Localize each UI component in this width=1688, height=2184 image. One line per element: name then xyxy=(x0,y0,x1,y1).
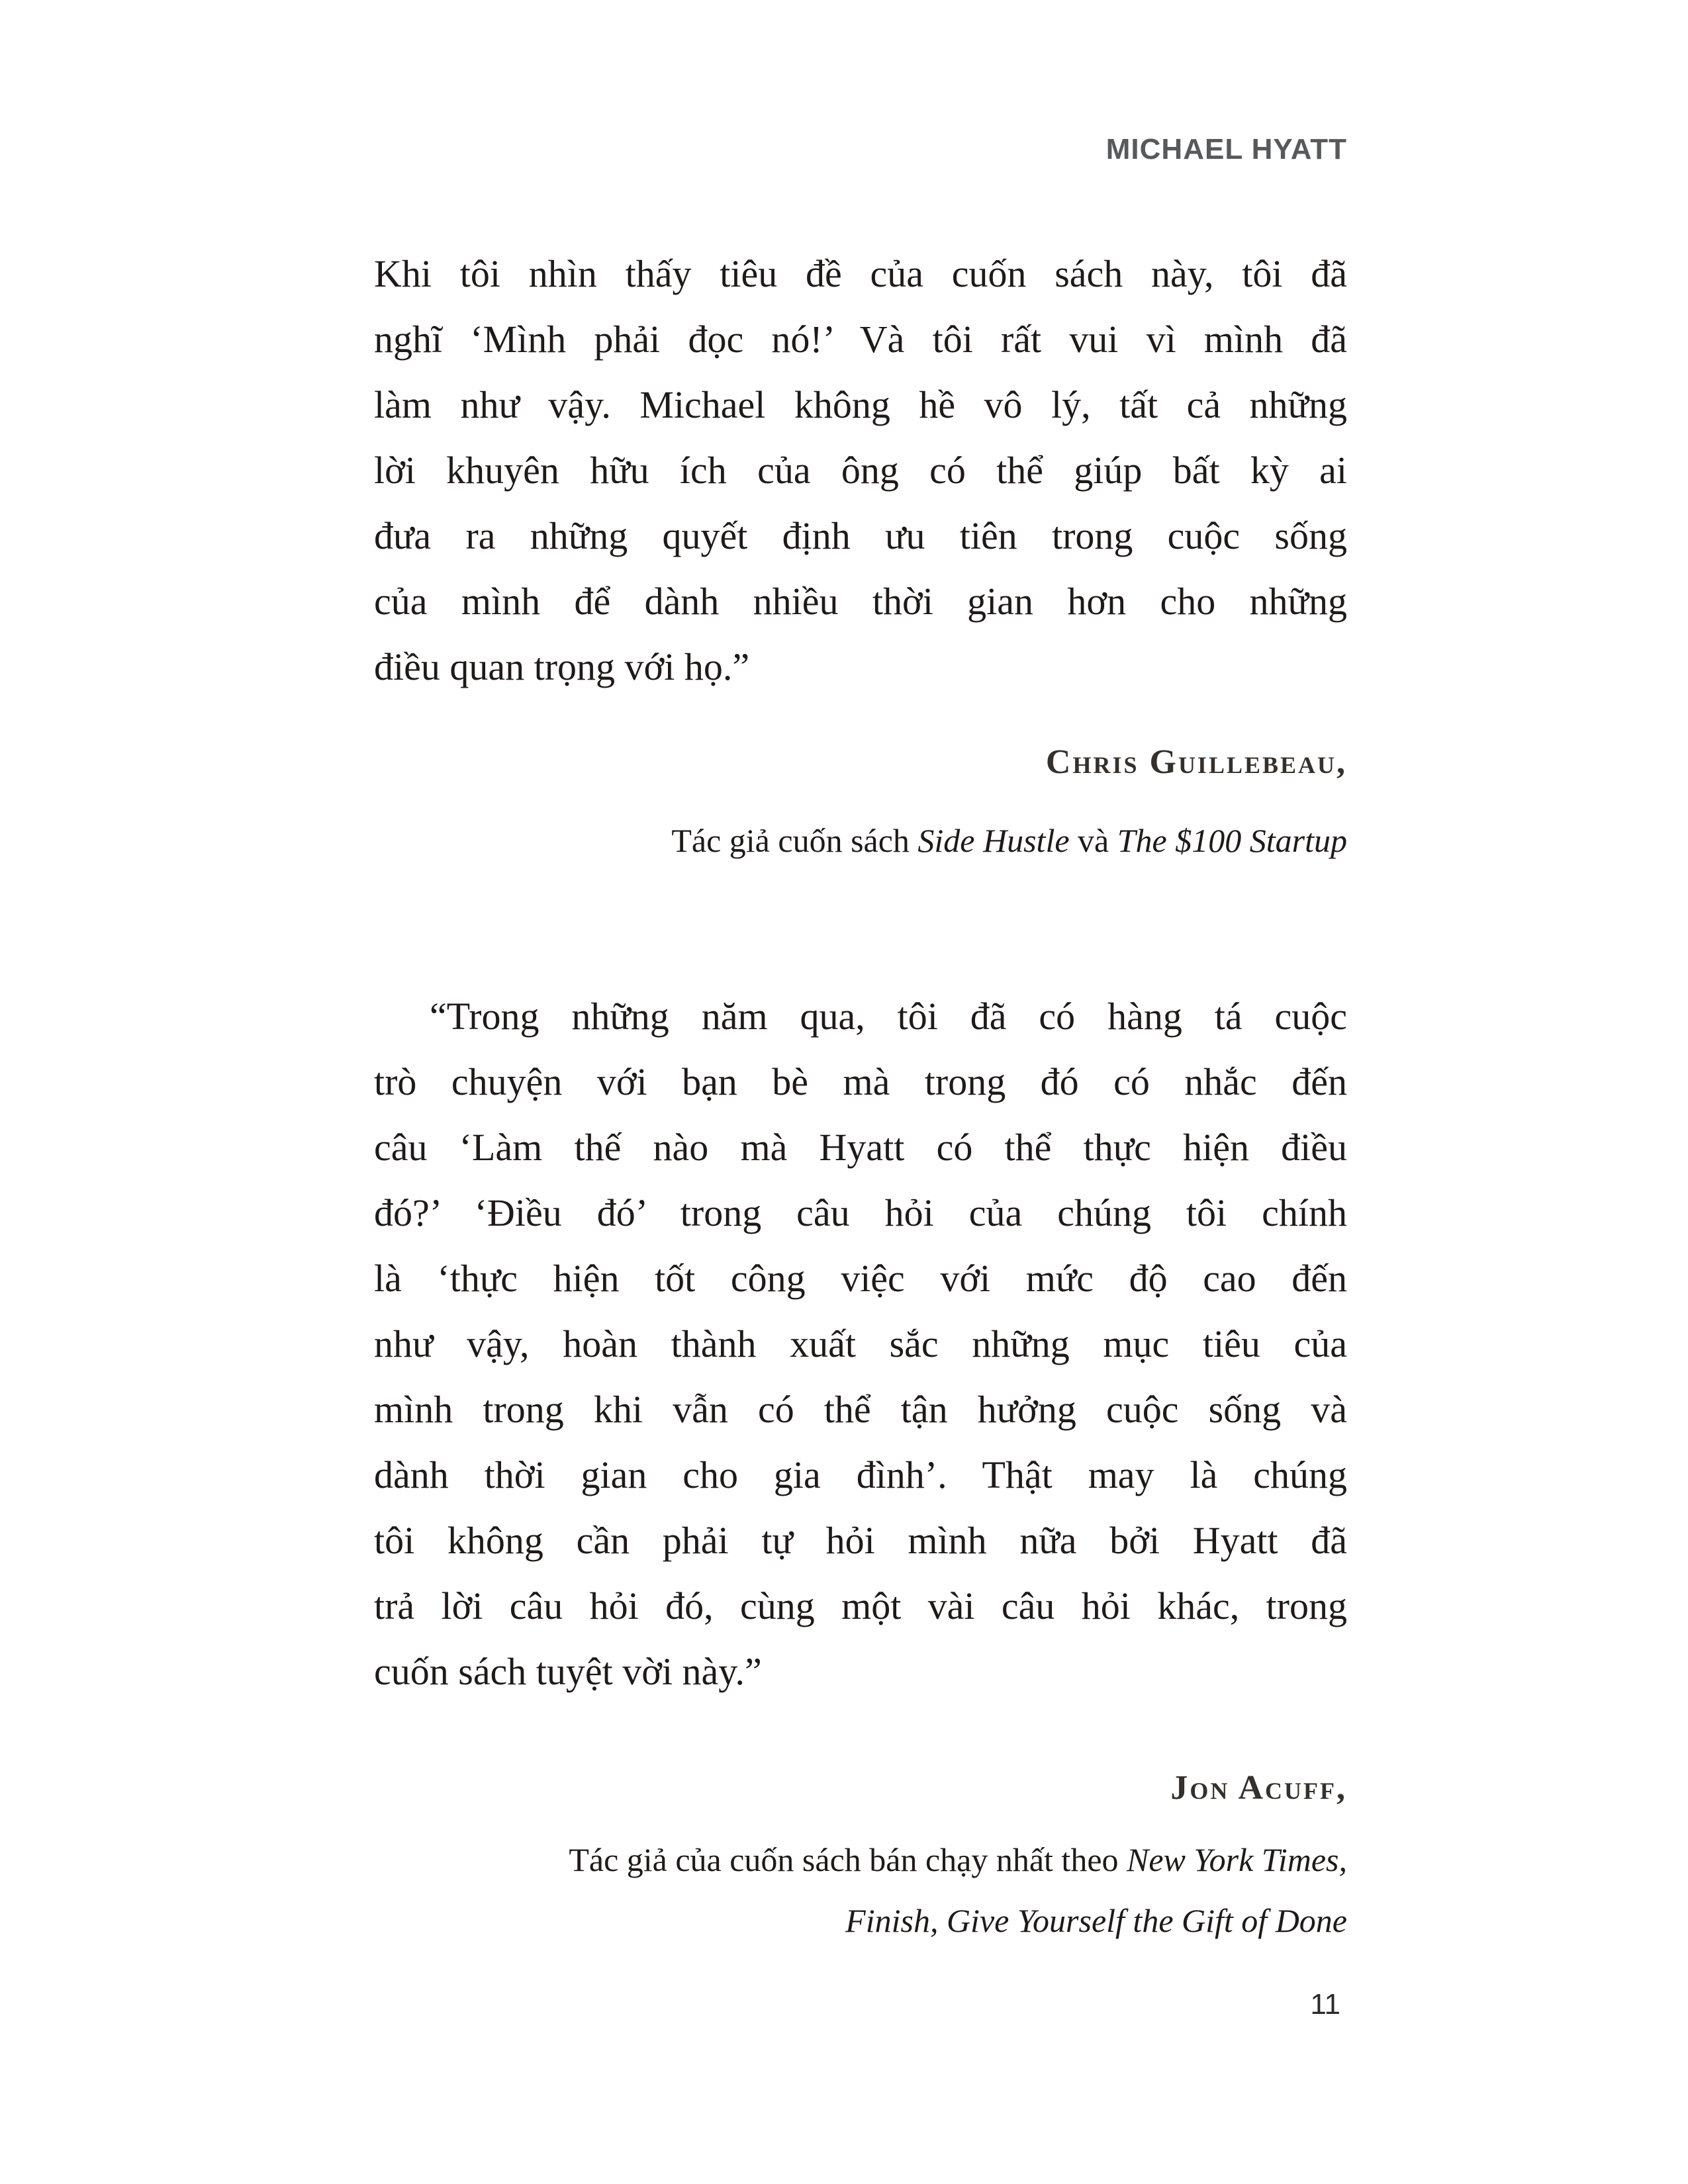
quote2-line-5: là ‘thực hiện tốt công việc với mức độ cao đến xyxy=(374,1257,1347,1300)
running-header: MICHAEL HYATT xyxy=(1105,133,1347,165)
byline-jon-acuff-line-2 xyxy=(374,1901,1347,1940)
quote2-line-11: cuốn sách tuyệt vời này.” xyxy=(374,1650,762,1693)
book-title-side-hustle: Side Hustle xyxy=(917,822,1070,859)
testimonial-quote-2 xyxy=(374,983,1347,1704)
quote1-line-7: điều quan trọng với họ.” xyxy=(374,645,750,688)
quote2-line-9: tôi không cần phải tự hỏi mình nữa bởi Hyatt đã xyxy=(374,1519,1347,1562)
attribution-chris-guillebeau: Chris Guillebeau, xyxy=(1045,743,1347,781)
quote2-line-7: mình trong khi vẫn có thể tận hưởng cuộc sống và xyxy=(374,1388,1347,1431)
book-title-100-startup: The $100 Startup xyxy=(1117,822,1347,859)
publication-new-york-times: New York Times, xyxy=(1127,1841,1347,1878)
quote2-line-8: dành thời gian cho gia đình’. Thật may là chúng xyxy=(374,1453,1347,1496)
byline-chris-conjunction: và xyxy=(1069,822,1117,859)
quote2-line-1: “Trong những năm qua, tôi đã có hàng tá cuộc xyxy=(430,995,1347,1038)
quote1-line-3: làm như vậy. Michael không hề vô lý, tất cả những xyxy=(374,383,1347,426)
page-number: 11 xyxy=(1310,1988,1340,2021)
quote1-line-2: nghĩ ‘Mình phải đọc nó!’ Và tôi rất vui vì mình đã xyxy=(374,318,1347,361)
quote2-line-10: trả lời câu hỏi đó, cùng một vài câu hỏi khác, trong xyxy=(374,1584,1347,1627)
attribution-jon-acuff: Jon Acuff, xyxy=(1170,1769,1347,1807)
quote1-line-4: lời khuyên hữu ích của ông có thể giúp bất kỳ ai xyxy=(374,449,1347,492)
testimonial-quote-1 xyxy=(374,241,1347,700)
quote2-line-2: trò chuyện với bạn bè mà trong đó có nhắc đến xyxy=(374,1060,1347,1103)
quote1-line-1: Khi tôi nhìn thấy tiêu đề của cuốn sách này, tôi đã xyxy=(374,252,1347,295)
byline-jon-prefix: Tác giả của cuốn sách bán chạy nhất theo xyxy=(569,1841,1127,1878)
byline-chris-prefix: Tác giả cuốn sách xyxy=(671,822,918,859)
quote2-line-4: đó?’ ‘Điều đó’ trong câu hỏi của chúng tôi chính xyxy=(374,1191,1347,1234)
byline-chris-guillebeau xyxy=(374,821,1347,860)
quote2-line-3: câu ‘Làm thế nào mà Hyatt có thể thực hiện điều xyxy=(374,1126,1347,1169)
quote2-line-6: như vậy, hoàn thành xuất sắc những mục tiêu của xyxy=(374,1322,1347,1365)
quote1-line-6: của mình để dành nhiều thời gian hơn cho những xyxy=(374,580,1347,623)
quote1-line-5: đưa ra những quyết định ưu tiên trong cuộc sống xyxy=(374,514,1347,557)
byline-jon-acuff-line-1 xyxy=(374,1840,1347,1880)
book-titles-finish-gift-of-done: Finish, Give Yourself the Gift of Done xyxy=(845,1902,1347,1939)
